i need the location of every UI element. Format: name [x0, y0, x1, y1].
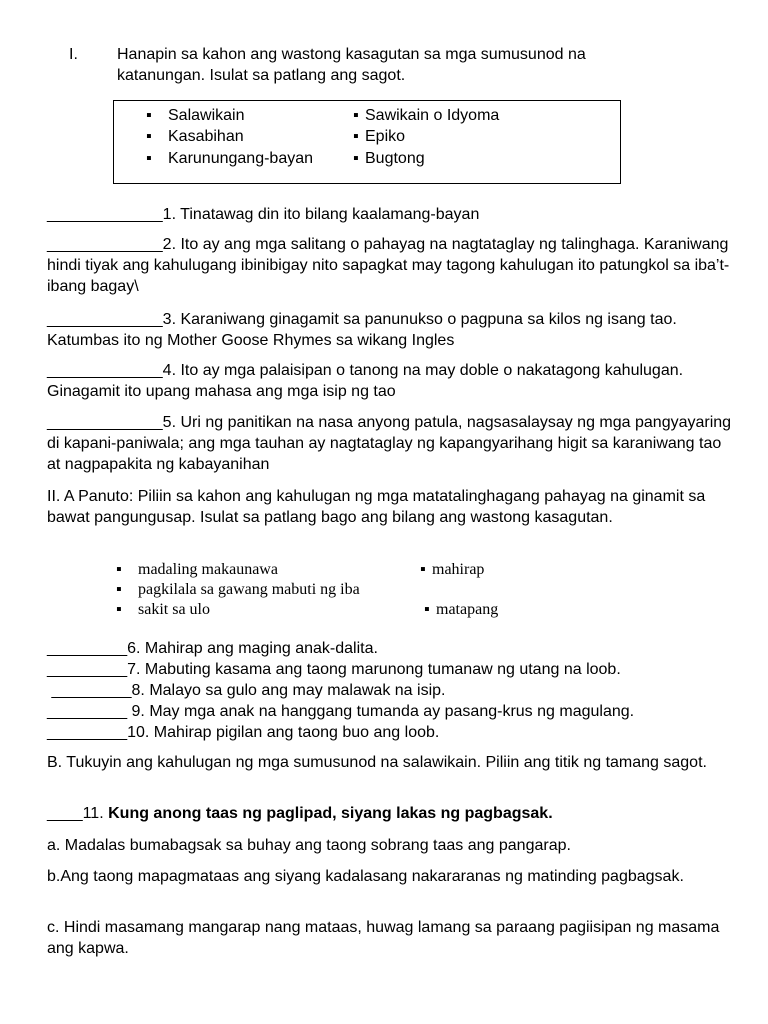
question-11: [47, 803, 732, 824]
choice-item: ▪ Kasabihan: [146, 126, 244, 147]
question-11-text: Kung anong taas ng paglipad, siyang lakas ng pagbagsak.: [108, 805, 553, 822]
question-5: _____________5. Uri ng panitikan na nasa anyong patula, nagsasalaysay ng mga pangyayaring di kapani-paniwala; ang mga tauhan ay nagtataglay ng kapangyarihang higit sa karaniwang tao at nagpapakita ng kabayanihan: [47, 414, 732, 473]
question-6: _________6. Mahirap ang maging anak-dalita.: [47, 640, 378, 657]
meaning-choice: ▪ pagkilala sa gawang mabuti ng iba: [116, 580, 360, 600]
question-7: _________7. Mabuting kasama ang taong marunong tumanaw ng utang na loob.: [47, 661, 621, 678]
part2a-instruction: II. A Panuto: Piliin sa kahon ang kahulugan ng mga matatalinghagang pahayag na ginamit sa bawat pangungusap. Isulat sa patlang bago ang bilang ang wastong kasagutan.: [47, 488, 706, 526]
question-1: _____________1. Tinatawag din ito bilang kaalamang-bayan: [47, 206, 480, 223]
meaning-choice: ▪ matapang: [424, 600, 498, 620]
meaning-choice: ▪ madaling makaunawa: [116, 560, 278, 580]
part1-instruction: Hanapin sa kahon ang wastong kasagutan sa mga sumusunod na katanungan. Isulat sa patlang ang sagot.: [117, 46, 586, 84]
question-11-blank: ____11.: [47, 805, 104, 822]
part1-number: I.: [69, 46, 78, 63]
question-8: _________8. Malayo sa gulo ang may malawak na isip.: [47, 682, 446, 699]
question-10: _________10. Mahirap pigilan ang taong buo ang loob.: [47, 724, 440, 741]
question-2: _____________2. Ito ay ang mga salitang o pahayag na nagtataglay ng talinghaga. Karaniwang hindi tiyak ang kahulugang ibinibigay nito sapagkat may tagong kahulugan ito patungkol sa iba’t-ibang bagay\: [47, 236, 730, 295]
question-9: _________ 9. May mga anak na hanggang tumanda ay pasang-krus ng magulang.: [47, 703, 635, 720]
question-4: _____________4. Ito ay mga palaisipan o tanong na may doble o nakatagong kahulugan. Ginagamit ito upang mahasa ang mga isip ng tao: [47, 362, 684, 400]
choice-item: ▪ Karunungang-bayan: [146, 148, 313, 169]
meaning-choice: ▪ sakit sa ulo: [116, 600, 210, 620]
meaning-choice: ▪ mahirap: [420, 560, 484, 580]
choice-item: ▪ Sawikain o Idyoma: [353, 105, 499, 126]
choice-item: ▪ Bugtong: [353, 148, 425, 169]
question-3: _____________3. Karaniwang ginagamit sa panunukso o pagpuna sa kilos ng isang tao. Katumbas ito ng Mother Goose Rhymes sa wikang Ingles: [47, 311, 677, 349]
option-a: a. Madalas bumabagsak sa buhay ang taong sobrang taas ang pangarap.: [47, 837, 571, 854]
part2b-instruction: B. Tukuyin ang kahulugan ng mga sumusunod na salawikain. Piliin ang titik ng tamang sagot.: [47, 754, 707, 771]
choice-item: ▪ Salawikain: [146, 105, 244, 126]
option-b: b.Ang taong mapagmataas ang siyang kadalasang nakararanas ng matinding pagbagsak.: [47, 868, 684, 885]
option-c: c. Hindi masamang mangarap nang mataas, huwag lamang sa paraang pagiisipan ng masama ang kapwa.: [47, 919, 720, 957]
choice-item: ▪ Epiko: [353, 126, 405, 147]
